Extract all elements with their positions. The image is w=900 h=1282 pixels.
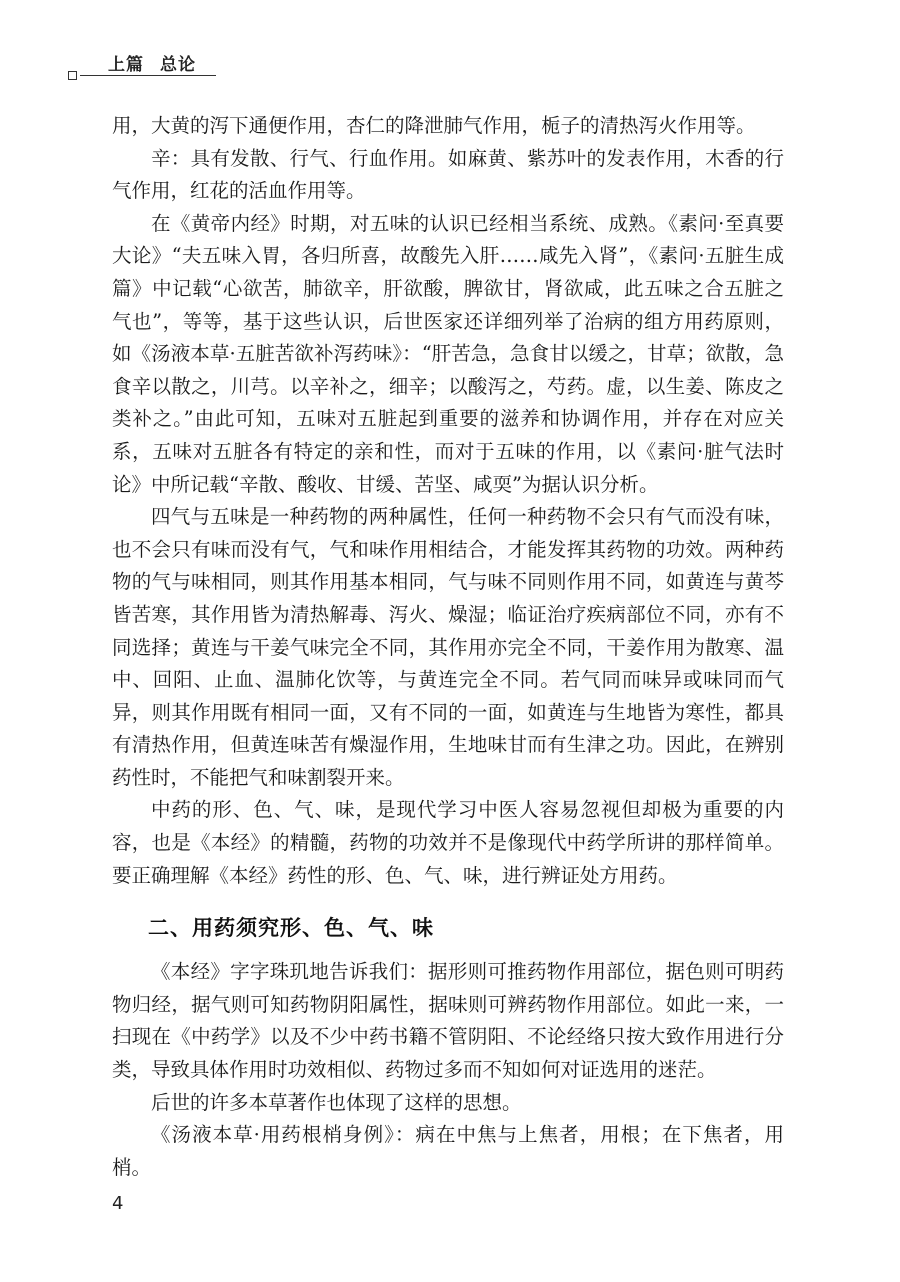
header-rule [80,75,216,76]
header-part: 上篇 [108,55,144,75]
paragraph-benjing: 《本经》字字珠玑地告诉我们：据形则可推药物作用部位，据色则可明药物归经，据气则可知药物阴阳属性，据味则可辨药物作用部位。如此一来，一扫现在《中药学》以及不少中药书籍不管阴阳、不论经络只按大致作用进行分类，导致具体作用时功效相似、药物过多而不知如何对证选用的迷茫。 [112,960,784,1082]
page-number: 4 [112,1193,124,1214]
section-heading: 二、用药须究形、色、气、味 [148,916,434,941]
running-header [108,50,196,75]
page-body [112,110,784,1184]
paragraph-xin: 辛：具有发散、行气、行血作用。如麻黄、紫苏叶的发表作用，木香的行气作用，红花的活血作用等。 [112,146,784,203]
header-title: 总论 [160,55,196,75]
paragraph-houshi: 后世的许多本草著作也体现了这样的思想。 [151,1090,522,1114]
header-box-ornament [68,71,77,80]
paragraph-continued: 用，大黄的泻下通便作用，杏仁的降泄肺气作用，栀子的清热泻火作用等。 [112,114,756,137]
paragraph-siqi-wuwei: 四气与五味是一种药物的两种属性，任何一种药物不会只有气而没有味，也不会只有味而没有气，气和味作用相结合，才能发挥其药物的功效。两种药物的气与味相同，则其作用基本相同，气与味不同则作用不同，如黄连与黄芩皆苦寒，其作用皆为清热解毒、泻火、燥湿；临证治疗疾病部位不同，亦有不同选择；黄连与干姜气味完全不同，其作用亦完全不同，干姜作用为散寒、温中、回阳、止血、温肺化饮等，与黄连完全不同。若气同而味异或味同而气异，则其作用既有相同一面，又有不同的一面，如黄连与生地皆为寒性，都具有清热作用，但黄连味苦有燥湿作用，生地味甘而有生津之功。因此，在辨别药性时，不能把气和味割裂开来。 [112,505,784,789]
paragraph-neijing: 在《黄帝内经》时期，对五味的认识已经相当系统、成熟。《素问·至真要大论》“夫五味入胃，各归所喜，故酸先入肝……咸先入肾”，《素问·五脏生成篇》中记载“心欲苦，肺欲辛，肝欲酸，脾欲甘，肾欲咸，此五味之合五脏之气也”，等等，基于这些认识，后世医家还详细列举了治病的组方用药原则，如《汤液本草·五脏苦欲补泻药味》：“肝苦急，急食甘以缓之，甘草；欲散，急食辛以散之，川芎。以辛补之，细辛；以酸泻之，芍药。虚，以生姜、陈皮之类补之。”由此可知，五味对五脏起到重要的滋养和协调作用，并存在对应关系，五味对五脏各有特定的亲和性，而对于五味的作用，以《素问·脏气法时论》中所记载“辛散、酸收、甘缓、苦坚、咸耎”为据认识分析。 [112,211,784,496]
paragraph-xing-se-qi-wei: 中药的形、色、气、味，是现代学习中医人容易忽视但却极为重要的内容，也是《本经》的精髓，药物的功效并不是像现代中药学所讲的那样简单。要正确理解《本经》药性的形、色、气、味，进行辨证处方用药。 [112,798,784,887]
paragraph-tangye: 《汤液本草·用药根梢身例》：病在中焦与上焦者，用根；在下焦者，用梢。 [112,1123,784,1179]
